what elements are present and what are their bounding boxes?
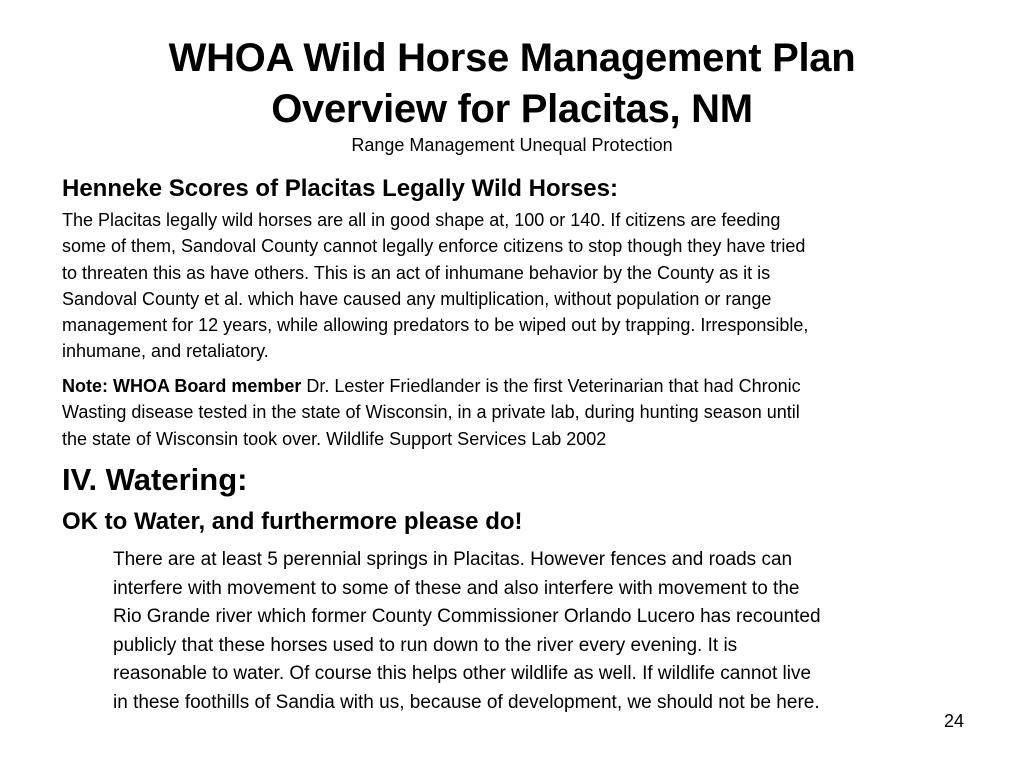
watering-line: interfere with movement to some of these and also interfere with movement to the bbox=[113, 577, 800, 599]
henneke-line: inhumane, and retaliatory. bbox=[62, 341, 269, 362]
ok-to-water-heading: OK to Water, and furthermore please do! bbox=[62, 508, 523, 535]
note-line bbox=[62, 373, 962, 399]
henneke-line: some of them, Sandoval County cannot legally enforce citizens to stop though they have tried bbox=[62, 236, 806, 257]
henneke-line: to threaten this as have others. This is an act of inhumane behavior by the County as it is bbox=[62, 262, 771, 283]
note-label: Note: WHOA Board member bbox=[62, 376, 302, 396]
title-line-2: Overview for Placitas, NM bbox=[271, 87, 753, 131]
henneke-line: management for 12 years, while allowing predators to be wiped out by trapping. Irresponsible, bbox=[62, 315, 809, 336]
henneke-paragraph bbox=[62, 207, 962, 365]
henneke-line: Sandoval County et al. which have caused any multiplication, without population or range bbox=[62, 288, 772, 309]
note-line: the state of Wisconsin took over. Wildlife Support Services Lab 2002 bbox=[62, 428, 607, 449]
watering-line: in these foothills of Sandia with us, because of development, we should not be here. bbox=[113, 691, 820, 713]
slide-subtitle: Range Management Unequal Protection bbox=[351, 135, 673, 155]
watering-line: There are at least 5 perennial springs in Placitas. However fences and roads can bbox=[113, 549, 793, 570]
henneke-heading: Henneke Scores of Placitas Legally Wild Horses: bbox=[62, 175, 618, 202]
watering-line: Rio Grande river which former County Commissioner Orlando Lucero has recounted bbox=[113, 606, 821, 628]
title-line-1: WHOA Wild Horse Management Plan bbox=[168, 36, 856, 80]
slide-title bbox=[0, 33, 1024, 135]
henneke-line: The Placitas legally wild horses are all in good shape at, 100 or 140. If citizens are feeding bbox=[62, 210, 781, 230]
watering-paragraph bbox=[113, 546, 983, 718]
watering-heading: IV. Watering: bbox=[62, 462, 248, 497]
watering-line: publicly that these horses used to run down to the river every evening. It is bbox=[113, 634, 738, 656]
note-line: Wasting disease tested in the state of Wisconsin, in a private lab, during hunting season until bbox=[62, 402, 800, 423]
note-line-1-text: Dr. Lester Friedlander is the first Veterinarian that had Chronic bbox=[301, 376, 801, 396]
page-number: 24 bbox=[943, 711, 964, 731]
note-paragraph bbox=[62, 373, 962, 452]
watering-line: reasonable to water. Of course this helps other wildlife as well. If wildlife cannot live bbox=[113, 663, 812, 685]
